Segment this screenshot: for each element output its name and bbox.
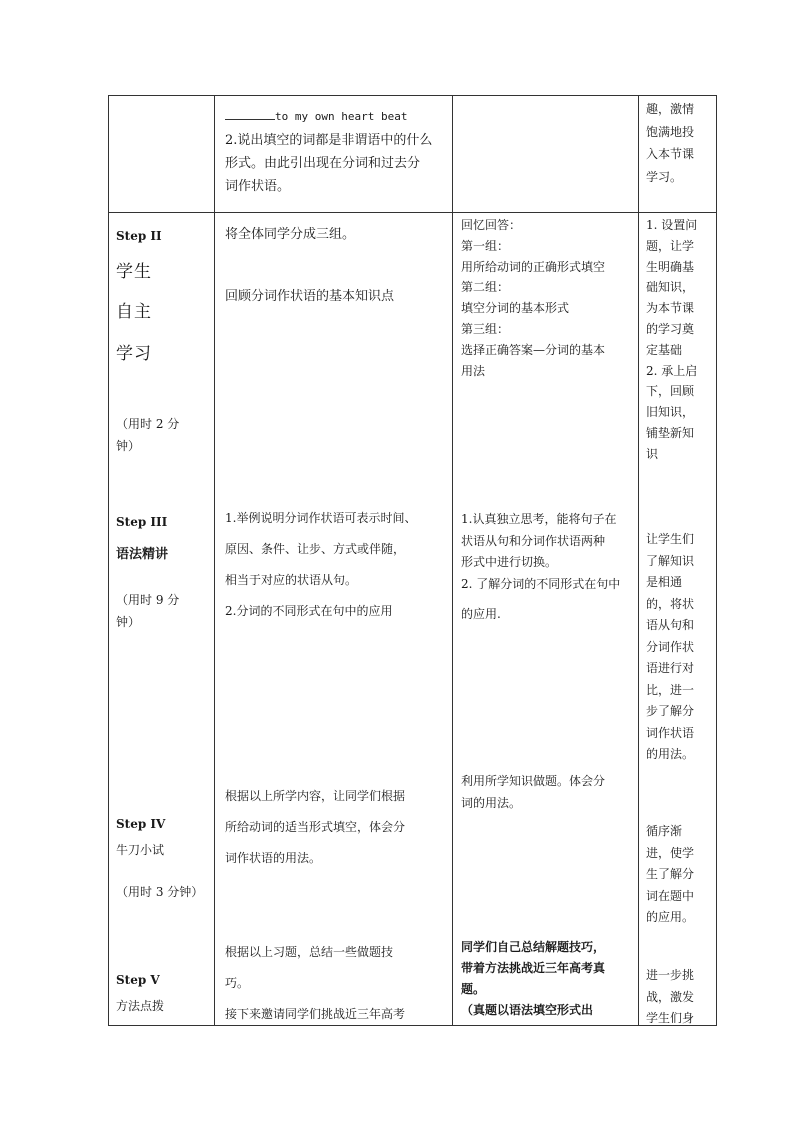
step-time: （用时 2 分 [116,417,180,431]
step-time: （用时 3 分钟） [116,885,204,899]
purpose-cell [639,96,717,213]
fill-blank [225,109,275,120]
step-title: 学生 [116,262,152,282]
step-title: 自主 [116,302,152,322]
purpose-text: 让学生们 了解知识 是相通 的，将状 语从句和 分词作状 语进行对 比，进一 步了解分 词作状语 的用法。 [646,532,695,761]
step-time: 钟） [116,439,141,453]
student-activity-cell [453,213,639,1026]
step-cell [109,96,215,213]
teacher-activity-cell [215,96,453,213]
student-activity-cell [453,96,639,213]
step-title: 学习 [116,344,152,364]
teacher-text: 1.举例说明分词作状语可表示时间、 原因、条件、让步、方式或伴随， 相当于对应的状语从句。 2.分词的不同形式在句中的应用 [225,511,417,618]
student-text: 利用所学知识做题。体会分 词的用法。 [461,774,606,810]
activity-text: 2.说出填空的词都是非谓语中的什么 [225,133,433,148]
student-text: 1.认真独立思考，能将句子在 状语从句和分词作状语两种 形式中进行切换。 2. 了解分词的不同形式在句中 [461,512,621,591]
purpose-cell [639,213,717,1026]
purpose-text: 循序渐 进，使学 生了解分 词在题中 的应用。 [646,824,695,924]
purpose-text: 趣，激情 饱满地投 入本节课 学习。 [646,102,695,184]
step-cell [109,213,215,1026]
teacher-text: 根据以上习题，总结一些做题技 巧。 接下来邀请同学们挑战近三年高考 [225,945,406,1021]
teacher-activity-cell [215,213,453,1026]
lesson-plan-table [108,95,717,1026]
teacher-text: 回顾分词作状语的基本知识点 [225,289,395,304]
student-text: 的应用. [461,607,501,621]
step-title: 语法精讲 [116,547,169,562]
step-label: Step II [116,229,162,243]
step-label: Step IV [116,817,166,831]
activity-text: to my own heart beat [275,110,408,123]
activity-text: 形式。由此引出现在分词和过去分 [225,156,421,171]
teacher-text: 将全体同学分成三组。 [225,227,356,242]
step-title: 牛刀小试 [116,843,165,857]
student-text: 同学们自己总结解题技巧， 带着方法挑战近三年高考真 题。 （真题以语法填空形式出 [461,940,606,1017]
purpose-text: 1. 设置问 题，让学 生明确基 础知识， 为本节课 的学习奠 定基础 2. 承上启 下，回顾 旧知识， 铺垫新知 识 [646,218,698,461]
step-time: （用时 9 分 [116,593,180,607]
table-row [109,96,717,213]
teacher-text: 根据以上所学内容，让同学们根据 所给动词的适当形式填空，体会分 词作状语的用法。 [225,789,406,865]
activity-text: 词作状语。 [225,179,291,194]
student-text: 回忆回答： 第一组： 用所给动词的正确形式填空 第二组： 填空分词的基本形式 第三组： 选择正确答案—分词的基本 用法 [461,218,606,378]
step-time: 钟） [116,615,141,629]
step-label: Step V [116,973,160,987]
step-label: Step III [116,515,168,529]
step-title: 方法点拨 [116,999,165,1013]
table-row [109,213,717,1026]
purpose-text: 进一步挑 战，激发 学生们身 [646,968,695,1025]
